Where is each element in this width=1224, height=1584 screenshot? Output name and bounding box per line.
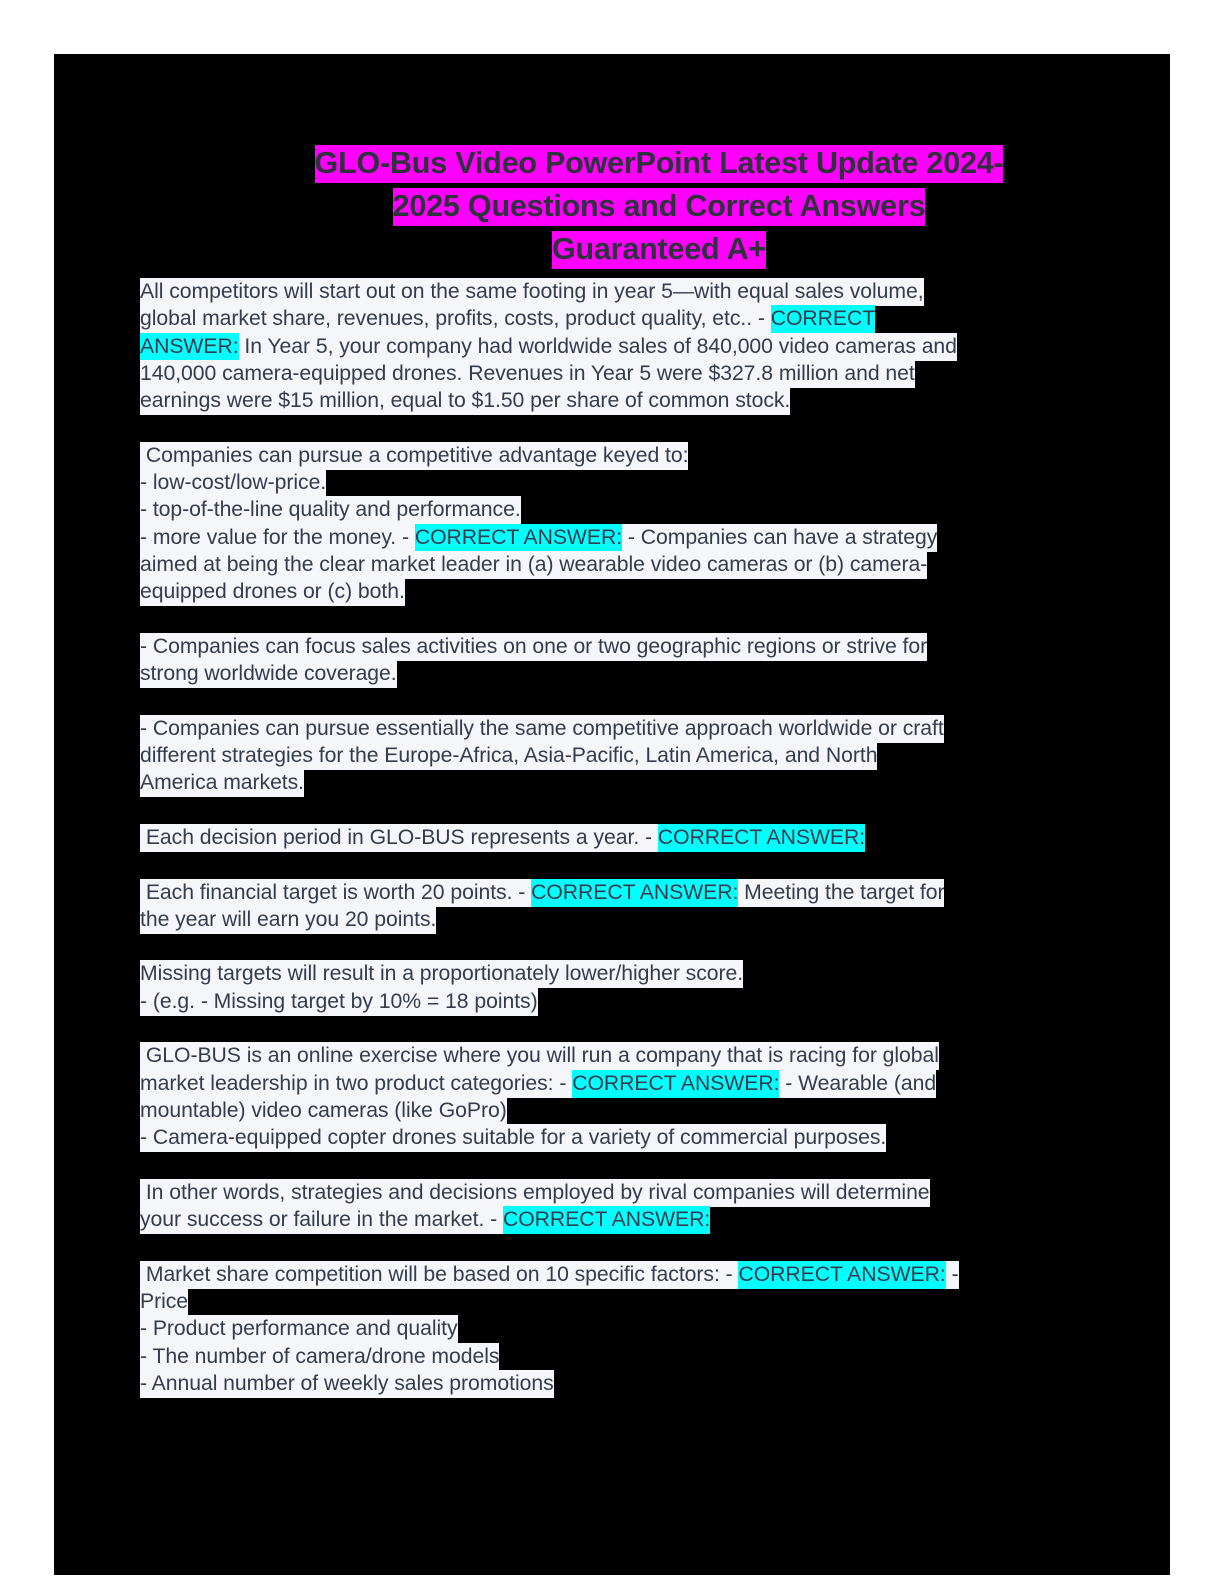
qa-paragraph bbox=[140, 1179, 1100, 1234]
text-segment: America markets. bbox=[140, 769, 304, 797]
correct-answer-highlight: CORRECT ANSWER: bbox=[658, 824, 865, 852]
text-line bbox=[140, 1288, 1100, 1315]
correct-answer-highlight: CORRECT ANSWER: bbox=[531, 879, 738, 907]
text-line bbox=[140, 1124, 1100, 1151]
qa-paragraph bbox=[140, 1042, 1100, 1151]
page-title-line-2: 2025 Questions and Correct Answers bbox=[393, 188, 926, 226]
qa-paragraph bbox=[140, 633, 1100, 688]
text-segment: - Camera-equipped copter drones suitable for a variety of commercial purposes. bbox=[140, 1124, 886, 1152]
text-segment: earnings were $15 million, equal to $1.50 per share of common stock. bbox=[140, 387, 790, 415]
text-segment: - more value for the money. - bbox=[140, 524, 415, 552]
text-line bbox=[140, 442, 1100, 469]
text-segment: - Companies can have a strategy bbox=[622, 524, 937, 552]
qa-paragraph bbox=[140, 442, 1100, 606]
text-segment: Market share competition will be based on 10 specific factors: - bbox=[140, 1261, 738, 1289]
text-segment: - (e.g. - Missing target by 10% = 18 points) bbox=[140, 988, 538, 1016]
text-segment: strong worldwide coverage. bbox=[140, 660, 397, 688]
text-segment: different strategies for the Europe-Africa, Asia-Pacific, Latin America, and North bbox=[140, 742, 877, 770]
qa-paragraph bbox=[140, 1261, 1100, 1397]
text-line bbox=[140, 1261, 1100, 1288]
correct-answer-highlight: ANSWER: bbox=[140, 333, 239, 361]
text-line bbox=[140, 333, 1100, 360]
text-segment: Price bbox=[140, 1288, 188, 1316]
text-line bbox=[140, 578, 1100, 605]
text-segment: In other words, strategies and decisions employed by rival companies will determine bbox=[140, 1179, 930, 1207]
text-segment: mountable) video cameras (like GoPro) bbox=[140, 1097, 507, 1125]
text-segment: - Product performance and quality bbox=[140, 1315, 458, 1343]
text-segment: - bbox=[946, 1261, 959, 1289]
text-line bbox=[140, 715, 1100, 742]
qa-paragraph bbox=[140, 960, 1100, 1015]
text-segment: aimed at being the clear market leader in (a) wearable video cameras or (b) camera- bbox=[140, 551, 927, 579]
text-line bbox=[140, 960, 1100, 987]
text-segment: - top-of-the-line quality and performance. bbox=[140, 496, 521, 524]
text-line bbox=[140, 524, 1100, 551]
text-segment: - Companies can focus sales activities on one or two geographic regions or strive for bbox=[140, 633, 927, 661]
text-line bbox=[140, 906, 1100, 933]
text-segment: - The number of camera/drone models bbox=[140, 1343, 499, 1371]
correct-answer-highlight: CORRECT bbox=[771, 305, 875, 333]
correct-answer-highlight: CORRECT ANSWER: bbox=[738, 1261, 945, 1289]
text-line bbox=[140, 551, 1100, 578]
text-segment: - Annual number of weekly sales promotions bbox=[140, 1370, 554, 1398]
text-line bbox=[140, 360, 1100, 387]
text-line bbox=[140, 1097, 1100, 1124]
text-line bbox=[140, 824, 1100, 851]
text-line bbox=[140, 496, 1100, 523]
page-title bbox=[194, 142, 1124, 271]
page-title-line-3: Guaranteed A+ bbox=[552, 231, 766, 269]
text-segment: All competitors will start out on the same footing in year 5—with equal sales volume, bbox=[140, 278, 924, 306]
text-line bbox=[140, 469, 1100, 496]
page-title-line-1: GLO-Bus Video PowerPoint Latest Update 2024- bbox=[315, 145, 1004, 183]
document-body bbox=[140, 278, 1100, 1397]
text-segment: Meeting the target for bbox=[738, 879, 944, 907]
text-segment: equipped drones or (c) both. bbox=[140, 578, 405, 606]
correct-answer-highlight: CORRECT ANSWER: bbox=[503, 1206, 710, 1234]
text-segment: - Wearable (and bbox=[779, 1070, 936, 1098]
text-segment: - Companies can pursue essentially the same competitive approach worldwide or craft bbox=[140, 715, 944, 743]
text-line bbox=[140, 278, 1100, 305]
text-line bbox=[140, 879, 1100, 906]
text-line bbox=[140, 988, 1100, 1015]
qa-paragraph bbox=[140, 879, 1100, 934]
text-segment: Missing targets will result in a proportionately lower/higher score. bbox=[140, 960, 743, 988]
text-line bbox=[140, 1370, 1100, 1397]
text-segment: the year will earn you 20 points. bbox=[140, 906, 436, 934]
text-segment: 140,000 camera-equipped drones. Revenues in Year 5 were $327.8 million and net bbox=[140, 360, 915, 388]
correct-answer-highlight: CORRECT ANSWER: bbox=[415, 524, 622, 552]
text-line bbox=[140, 1343, 1100, 1370]
text-segment: global market share, revenues, profits, costs, product quality, etc.. - bbox=[140, 305, 771, 333]
document-content-area bbox=[54, 54, 1170, 1575]
text-segment: Each financial target is worth 20 points. - bbox=[140, 879, 531, 907]
text-line bbox=[140, 305, 1100, 332]
text-segment: GLO-BUS is an online exercise where you will run a company that is racing for global bbox=[140, 1042, 939, 1070]
text-line bbox=[140, 1070, 1100, 1097]
text-line bbox=[140, 1179, 1100, 1206]
text-segment: Companies can pursue a competitive advantage keyed to: bbox=[140, 442, 688, 470]
text-line bbox=[140, 1042, 1100, 1069]
text-line bbox=[140, 1315, 1100, 1342]
text-line bbox=[140, 387, 1100, 414]
qa-paragraph bbox=[140, 278, 1100, 414]
text-segment: - low-cost/low-price. bbox=[140, 469, 326, 497]
correct-answer-highlight: CORRECT ANSWER: bbox=[572, 1070, 779, 1098]
text-segment: Each decision period in GLO-BUS represents a year. - bbox=[140, 824, 658, 852]
text-segment: your success or failure in the market. - bbox=[140, 1206, 503, 1234]
qa-paragraph bbox=[140, 824, 1100, 851]
text-line bbox=[140, 1206, 1100, 1233]
text-line bbox=[140, 769, 1100, 796]
qa-paragraph bbox=[140, 715, 1100, 797]
text-line bbox=[140, 742, 1100, 769]
text-segment: market leadership in two product categories: - bbox=[140, 1070, 572, 1098]
text-line bbox=[140, 633, 1100, 660]
text-segment: In Year 5, your company had worldwide sales of 840,000 video cameras and bbox=[239, 333, 957, 361]
text-line bbox=[140, 660, 1100, 687]
